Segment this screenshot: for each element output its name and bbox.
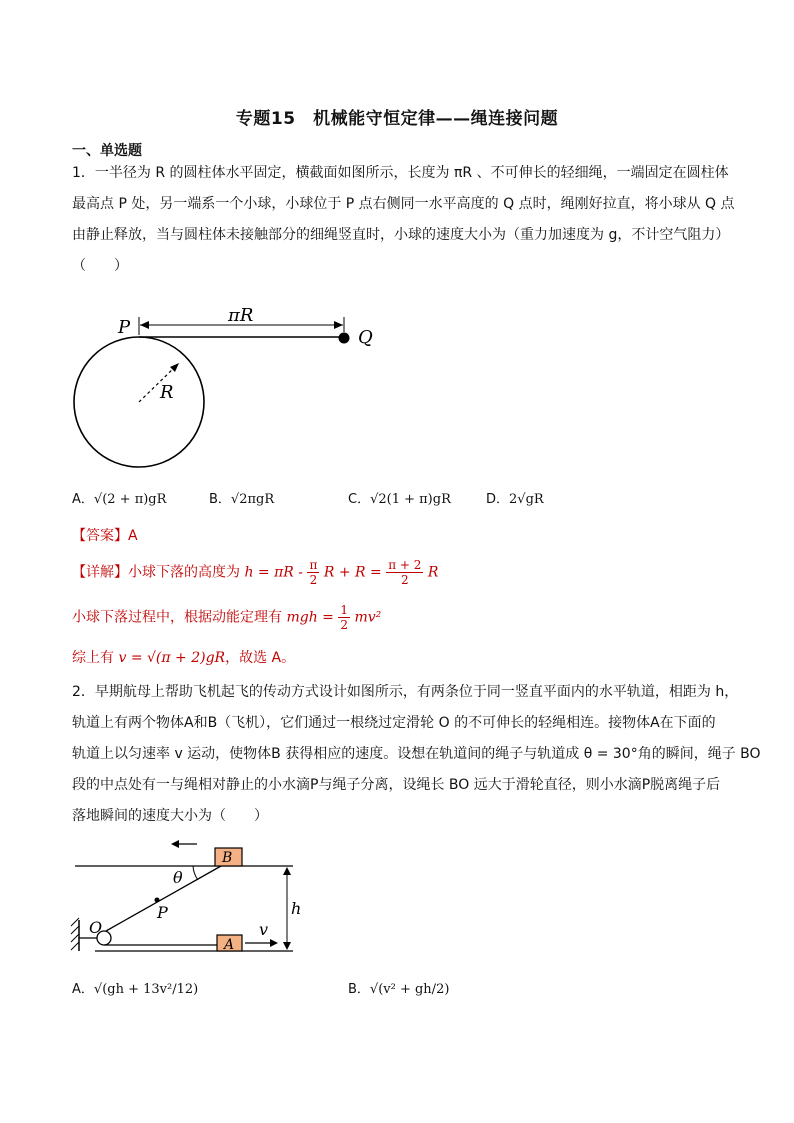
detail-line-1 [72,558,438,587]
answer-value: A [128,528,138,544]
fraction-denominator: 2 [400,573,409,587]
question-1-line: 最高点 P 处，另一端系一个小球，小球位于 P 点右侧同一水平高度的 Q 点时，绳刚好拉直，将小球从 Q 点 [72,196,735,212]
label-p: P [118,317,131,338]
detail-math: h = πR - [244,564,304,581]
fraction-denominator: 2 [340,618,348,632]
option-b[interactable] [209,488,274,507]
question-1-line: 1．一半径为 R 的圆柱体水平固定，横截面如图所示，长度为 πR 、不可伸长的轻细绳，一端固定在圆柱体 [72,165,729,181]
arrow-head-left [140,321,149,329]
question-2-text [72,677,761,832]
label-length: πR [228,305,254,326]
option-value: √(v² + gh/2) [369,982,450,997]
detail-line-3 [72,647,295,667]
fraction-numerator: π + 2 [388,558,422,572]
option-value: √2πgR [230,492,275,507]
question-2-line: 轨道上有两个物体A和B（飞机），它们通过一根绕过定滑轮 O 的不可伸长的轻绳相连。接物体A在下面的 [72,715,716,731]
question-2-line: 落地瞬间的速度大小为（ ） [72,808,268,824]
option-label: B． [209,492,231,507]
option-a[interactable] [72,978,198,997]
label-theta: θ [173,868,183,887]
label-q: Q [358,327,373,348]
option-c[interactable] [348,488,451,507]
velocity-a-arrow-head [270,939,278,947]
height-arrow-top [283,867,291,875]
label-o: O [89,918,103,937]
option-d[interactable] [486,488,544,507]
label-r: R [160,382,174,403]
velocity-b-arrow-head [171,840,179,848]
water-drop-p [155,898,160,903]
option-b[interactable] [348,978,449,997]
option-value: 2√gR [509,492,544,507]
figure-1-cylinder [60,305,390,480]
question-1-line: （ ） [72,258,128,274]
theta-arc [193,866,198,880]
label-a: A [224,937,235,953]
label-h: h [291,899,302,918]
fraction-numerator: 1 [340,603,348,617]
detail-math: mv² [354,609,382,626]
option-label: A． [72,492,94,507]
detail-text: 小球下落过程中，根据动能定理有 [72,609,282,626]
option-value: √2(1 + π)gR [370,492,451,507]
question-2-line: 轨道上以匀速率 v 运动，使物体B 获得相应的速度。设想在轨道间的绳子与轨道成 θ = 30°角的瞬间，绳子 BO [72,746,761,762]
fraction [307,558,319,587]
label-b: B [222,850,233,866]
option-value: √(gh + 13v²/12) [93,982,199,997]
fraction [338,603,350,632]
option-label: B． [348,982,370,997]
detail-math: mgh = [286,609,334,626]
radius-arrow-head [170,363,179,372]
question-1-line: 由静止释放，当与圆柱体未接触部分的细绳竖直时，小球的速度大小为（重力加速度为 g，不计空气阻力） [72,227,730,243]
detail-math: R [427,564,439,581]
detail-text: 综上有 [72,650,114,666]
option-label: D． [486,492,510,507]
option-label: C． [348,492,371,507]
detail-tag: 【详解】 [72,564,128,581]
arrow-head-right [334,321,343,329]
fraction-numerator: π [309,558,318,572]
answer-line [72,525,138,545]
option-value: √(2 + π)gR [93,492,167,507]
detail-text: 小球下落的高度为 [128,564,240,581]
page-title: 专题15 机械能守恒定律——绳连接问题 [235,109,559,129]
option-a[interactable] [72,488,166,507]
height-arrow-bottom [283,942,291,950]
wall-hatch [71,918,79,950]
detail-math: R + R = [323,564,382,581]
ball-q [339,333,350,344]
detail-text: ，故选 A。 [225,650,296,666]
detail-math: v = √(π + 2)gR [118,650,226,666]
section-heading: 一、单选题 [72,143,142,159]
question-2-line: 2．早期航母上帮助飞机起飞的传动方式设计如图所示，有两条位于同一竖直平面内的水平轨道，相距为 h， [72,684,739,700]
detail-line-2 [72,603,381,632]
figure-2-pulley [65,838,305,963]
option-label: A． [72,982,94,997]
label-p: P [157,903,168,922]
label-v: v [259,920,269,939]
question-1-text [72,158,735,282]
fraction-denominator: 2 [309,573,318,587]
fraction [386,558,423,587]
question-2-line: 段的中点处有一与绳相对静止的小水滴P与绳子分离，设绳长 BO 远大于滑轮直径，则小水滴P脱离绳子后 [72,777,721,793]
answer-tag: 【答案】 [72,528,128,544]
